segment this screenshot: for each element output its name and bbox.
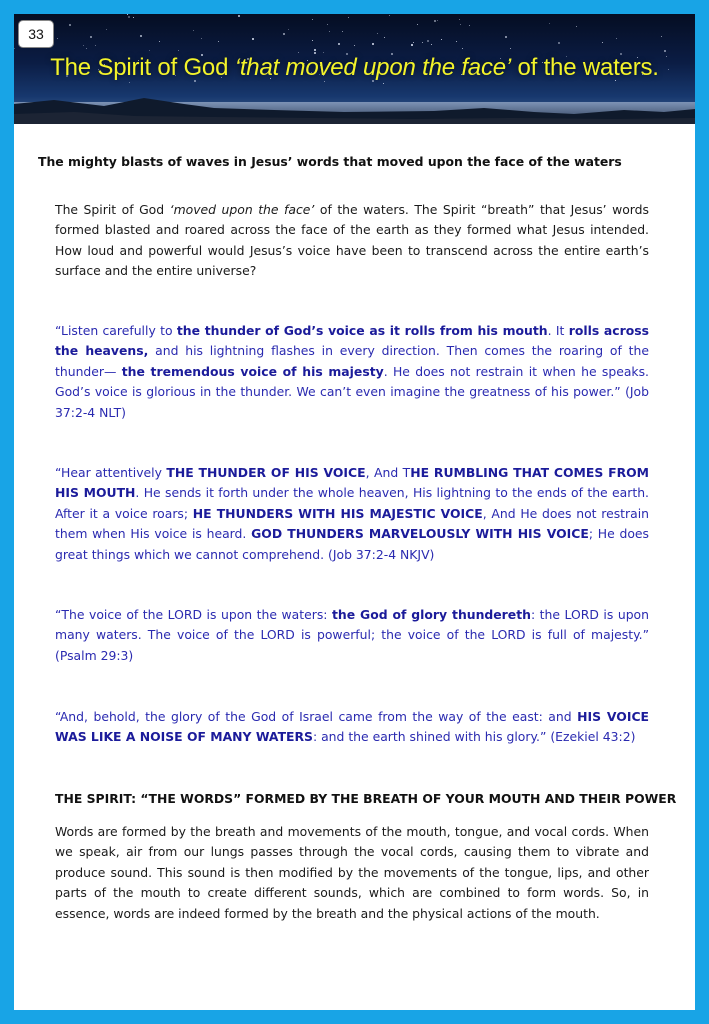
quote-job-nkjv: “Hear attentively THE THUNDER OF HIS VOICE, And THE RUMBLING THAT COMES FROM HIS MOUTH. He sends it forth under the whole heaven, His lightning to the ends of the earth. After it a voice roars; HE THUNDERS WITH HIS MAJESTIC VOICE, And He does not restrain them when His voice is heard. GOD THUNDERS MARVELOUSLY WITH HIS VOICE; He does great things which we cannot comprehend. (Job 37:2-4 NKJV) <box>55 465 649 562</box>
intro-paragraph: The Spirit of God ‘moved upon the face’ of the waters. The Spirit “breath” that Jesus’ words formed blasted and roared across the face of the earth as they formed what Jesus intended. How loud and powerful would Jesus’s voice have been to transcend across the entire earth’s surface and the entire universe? <box>55 202 650 279</box>
quote-ezekiel: “And, behold, the glory of the God of Israel came from the way of the east: and HIS VOICE WAS LIKE A NOISE OF MANY WATERS: and the earth shined with his glory.” (Ezekiel 43:2) <box>55 709 649 745</box>
banner-title-italic: ‘that moved upon the face’ <box>234 54 512 81</box>
page-number-badge: 33 <box>18 20 54 48</box>
section-heading: The mighty blasts of waves in Jesus’ words that moved upon the face of the waters <box>38 154 622 169</box>
banner-title-end: of the waters. <box>511 54 659 81</box>
quote-psalm: “The voice of the LORD is upon the waters: the God of glory thundereth: the LORD is upon many waters. The voice of the LORD is powerful; the voice of the LORD is full of majesty.” (Psalm 29:3) <box>55 607 649 663</box>
banner-title-start: The Spirit of God <box>50 54 235 81</box>
section2-body: Words are formed by the breath and movements of the mouth, tongue, and vocal cords. When we speak, air from our lungs passes through the vocal cords, causing them to vibrate and produce sound. This sound is then modified by the movements of the tongue, lips, and other parts of the mouth to create different sounds, which are combined to form words. So, in essence, words are indeed formed by the breath and the physical actions of the mouth. <box>55 824 649 921</box>
section2-heading: THE SPIRIT: “THE WORDS” FORMED BY THE BREATH OF YOUR MOUTH AND THEIR POWER <box>55 791 677 806</box>
intro-italic-phrase: ‘moved upon the face’ <box>169 202 315 217</box>
page-sheet <box>14 14 695 1010</box>
quote-job-nlt: “Listen carefully to the thunder of God’s voice as it rolls from his mouth. It rolls across the heavens, and his lightning flashes in every direction. Then comes the roaring of the thunder— the tremendous voice of his majesty. He does not restrain it when he speaks. God’s voice is glorious in the thunder. We can’t even imagine the greatness of his power.” (Job 37:2-4 NLT) <box>55 323 649 420</box>
page-content <box>14 14 695 1010</box>
